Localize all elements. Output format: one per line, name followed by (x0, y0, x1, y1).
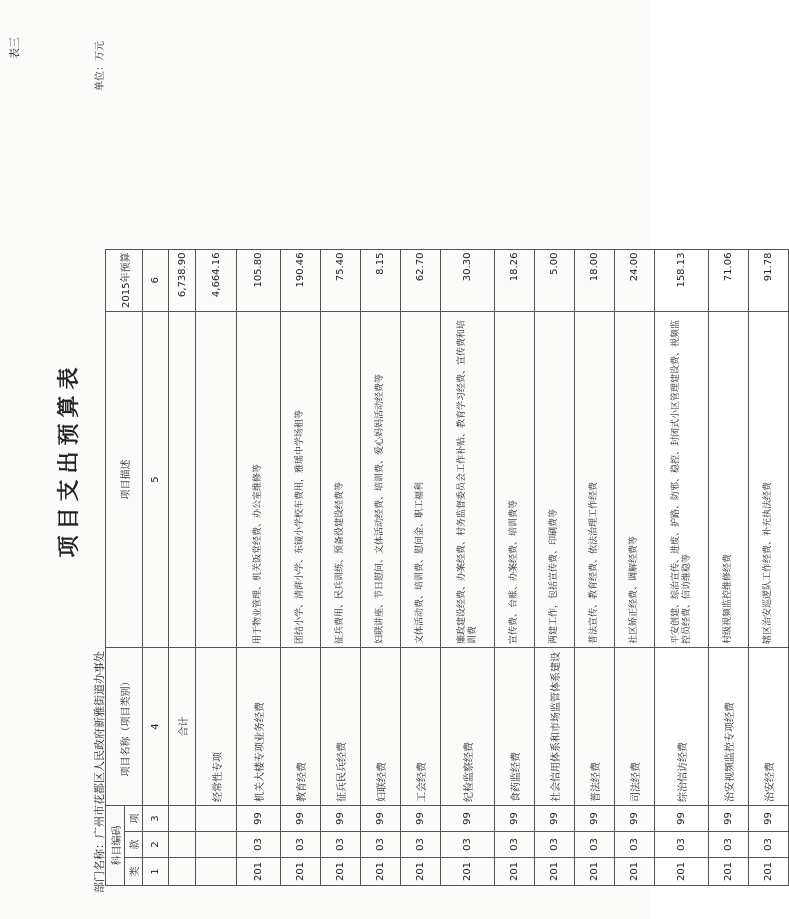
xiang-cell: 99 (321, 806, 361, 832)
budget-2015-header: 2015年预算 (106, 249, 143, 311)
col-number-budget: 6 (143, 249, 169, 311)
xiang-cell: 99 (237, 806, 281, 832)
xiang-cell: 99 (709, 806, 749, 832)
category-lei (196, 858, 237, 886)
table-row (361, 249, 401, 885)
budget-value-cell: 158.13 (655, 249, 709, 311)
project-name-cell: 纪检监察经费 (441, 648, 495, 806)
kuan-cell: 03 (441, 832, 495, 858)
subject-code-header: 科目编码 (106, 806, 125, 886)
table-row (709, 249, 749, 885)
col-number-xiang: 3 (143, 806, 169, 832)
unit-label: 单位：万元 (95, 41, 106, 91)
kuan-cell: 03 (281, 832, 321, 858)
xiang-cell: 99 (361, 806, 401, 832)
budget-value-cell: 24.00 (615, 249, 655, 311)
table-row (615, 249, 655, 885)
category-desc (196, 312, 237, 648)
table-row (749, 249, 789, 885)
table-number: 表三 (8, 37, 21, 59)
budget-value-cell: 91.78 (749, 249, 789, 311)
xiang-cell: 99 (401, 806, 441, 832)
lei-cell: 201 (495, 858, 535, 886)
total-kuan (169, 832, 196, 858)
project-name-cell: 普法经费 (575, 648, 615, 806)
col-number-name: 4 (143, 648, 169, 806)
project-name-cell: 妇联经费 (361, 648, 401, 806)
project-desc-cell: 文体活动费、培训费、慰问金、职工福利 (401, 312, 441, 648)
category-xiang (196, 806, 237, 832)
total-row (169, 249, 196, 885)
total-label: 合计 (169, 648, 196, 806)
project-name-cell: 工会经费 (401, 648, 441, 806)
kuan-header: 款 (125, 832, 143, 858)
budget-value-cell: 75.40 (321, 249, 361, 311)
xiang-cell: 99 (441, 806, 495, 832)
project-desc-cell: 村级视频监控维修经费 (709, 312, 749, 648)
project-desc-cell: 廉政建设经费、办案经费、村务监督委员会工作补贴、教育学习经费、宣传费和培训费 (441, 312, 495, 648)
xiang-cell: 99 (281, 806, 321, 832)
xiang-cell: 99 (535, 806, 575, 832)
project-name-cell: 教育经费 (281, 648, 321, 806)
budget-value-cell: 18.00 (575, 249, 615, 311)
project-desc-cell: 辖区治安巡逻队工作经费、补充执法经费 (749, 312, 789, 648)
project-desc-cell: 普法宣传、教育经费、依法治理工作经费 (575, 312, 615, 648)
xiang-cell: 99 (575, 806, 615, 832)
kuan-cell: 03 (237, 832, 281, 858)
total-value: 6,738.90 (169, 249, 196, 311)
project-name-cell: 征兵民兵经费 (321, 648, 361, 806)
column-number-row (143, 249, 169, 885)
project-desc-cell: 用于物业管理、机关饭堂经费、办公室维修等 (237, 312, 281, 648)
table-row (575, 249, 615, 885)
table-row (281, 249, 321, 885)
total-xiang (169, 806, 196, 832)
kuan-cell: 03 (535, 832, 575, 858)
lei-cell: 201 (615, 858, 655, 886)
project-name-cell: 机关大楼专项业务经费 (237, 648, 281, 806)
project-name-cell: 社会信用体系和市场监管体系建设 (535, 648, 575, 806)
budget-value-cell: 62.70 (401, 249, 441, 311)
budget-value-cell: 18.26 (495, 249, 535, 311)
total-desc (169, 312, 196, 648)
lei-cell: 201 (709, 858, 749, 886)
lei-cell: 201 (321, 858, 361, 886)
kuan-cell: 03 (575, 832, 615, 858)
lei-cell: 201 (441, 858, 495, 886)
page-title: 项目支出预算表 (57, 361, 82, 558)
table-row (237, 249, 281, 885)
col-number-kuan: 2 (143, 832, 169, 858)
project-desc-cell: 团结小学、清湃小学、东镜小学校车费用，雅瑶中学场租等 (281, 312, 321, 648)
xiang-cell: 99 (615, 806, 655, 832)
header-row-1 (106, 249, 125, 885)
category-value: 4,664.16 (196, 249, 237, 311)
lei-header: 类 (125, 858, 143, 886)
xiang-cell: 99 (495, 806, 535, 832)
kuan-cell: 03 (495, 832, 535, 858)
budget-value-cell: 8.15 (361, 249, 401, 311)
budget-value-cell: 5.00 (535, 249, 575, 311)
lei-cell: 201 (361, 858, 401, 886)
category-row (196, 249, 237, 885)
total-lei (169, 858, 196, 886)
project-name-cell: 治安视频监控专项经费 (709, 648, 749, 806)
project-desc-cell: 征兵费用、民兵训练、预备役建设经费等 (321, 312, 361, 648)
kuan-cell: 03 (615, 832, 655, 858)
xiang-cell: 99 (655, 806, 709, 832)
project-name-header: 项目名称（项目类别） (106, 648, 143, 806)
table-row (495, 249, 535, 885)
lei-cell: 201 (749, 858, 789, 886)
kuan-cell: 03 (361, 832, 401, 858)
project-name-cell: 综治信访经费 (655, 648, 709, 806)
kuan-cell: 03 (321, 832, 361, 858)
project-desc-cell: 两建工作，包括宣传费、印刷费等 (535, 312, 575, 648)
category-kuan (196, 832, 237, 858)
kuan-cell: 03 (749, 832, 789, 858)
table-row (321, 249, 361, 885)
lei-cell: 201 (237, 858, 281, 886)
budget-value-cell: 30.30 (441, 249, 495, 311)
col-number-desc: 5 (143, 312, 169, 648)
budget-value-cell: 105.80 (237, 249, 281, 311)
lei-cell: 201 (535, 858, 575, 886)
lei-cell: 201 (575, 858, 615, 886)
col-number-lei: 1 (143, 858, 169, 886)
lei-cell: 201 (655, 858, 709, 886)
project-desc-header: 项目描述 (106, 312, 143, 648)
lei-cell: 201 (401, 858, 441, 886)
project-desc-cell: 妇联讲座、节日慰问、文体活动经费、培训费、爱心妈妈活动经费等 (361, 312, 401, 648)
category-label: 经常性专项 (196, 648, 237, 806)
budget-value-cell: 71.06 (709, 249, 749, 311)
project-desc-cell: 社区矫正经费、调解经费等 (615, 312, 655, 648)
table-row (441, 249, 495, 885)
kuan-cell: 03 (709, 832, 749, 858)
xiang-header: 项 (125, 806, 143, 832)
table-row (655, 249, 709, 885)
project-desc-cell: 宣传费、台账、办案经费、培训费等 (495, 312, 535, 648)
budget-table (105, 249, 789, 886)
budget-value-cell: 190.46 (281, 249, 321, 311)
lei-cell: 201 (281, 858, 321, 886)
department-name: 部门名称：广州市花都区人民政府新雅街道办事处 (93, 651, 106, 893)
table-row (535, 249, 575, 885)
project-name-cell: 司法经费 (615, 648, 655, 806)
table-row (401, 249, 441, 885)
kuan-cell: 03 (655, 832, 709, 858)
project-desc-cell: 平安创建、综治宣传、进废、护路、防邪、稳控、封闭式小区管理建设费、视频监控员经费、信访维稳等 (655, 312, 709, 648)
project-name-cell: 食药监经费 (495, 648, 535, 806)
project-name-cell: 治安经费 (749, 648, 789, 806)
xiang-cell: 99 (749, 806, 789, 832)
kuan-cell: 03 (401, 832, 441, 858)
